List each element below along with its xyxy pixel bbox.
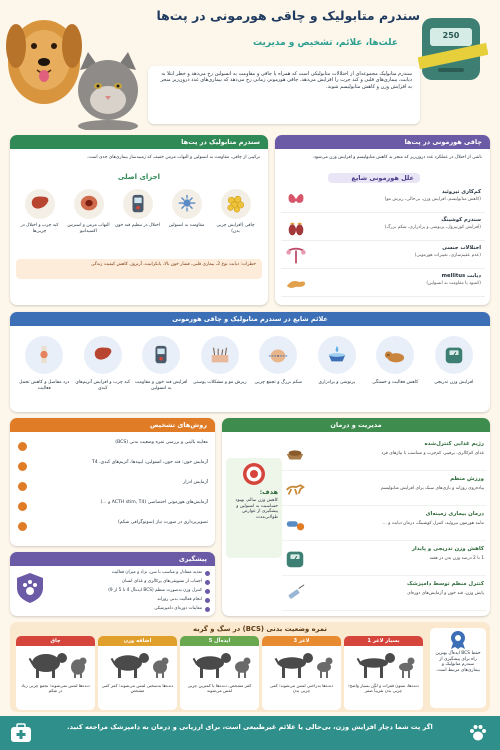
dog-silhouette-icon (268, 650, 335, 680)
page-title: سندرم متابولیک و چاقی هورمونی در پت‌ها (156, 8, 420, 23)
diagnosis-text: آزمایش ادرار (183, 480, 208, 485)
food-bowl-icon (284, 443, 306, 465)
symptoms-row (16, 332, 484, 410)
component-item (114, 187, 161, 257)
medical-kit-icon (10, 723, 32, 743)
causes-title: علل هورمونی شایع (328, 173, 420, 183)
footer-banner (0, 716, 500, 750)
symptom-item (16, 332, 73, 410)
diagnosis-text: تصویربرداری در صورت نیاز (سونوگرافی شکم) (118, 520, 208, 525)
bullet-icon (18, 442, 27, 451)
symptoms-header: علائم شایع در سندرم متابولیک و چاقی هورمونی (10, 312, 490, 326)
inflamed-vessel-icon (74, 189, 104, 219)
diagnosis-text: معاینه بالینی و بررسی نمره وضعیت بدنی (BCS) (115, 440, 208, 445)
bullet-icon (18, 482, 27, 491)
tired-dog-icon (376, 336, 414, 374)
symptom-label: افزایش قند خون و مقاومت به انسولین (135, 380, 188, 391)
prevention-list (48, 569, 210, 615)
symptom-label: ریزش مو و مشکلات پوستی (193, 380, 247, 385)
bcs-level (344, 636, 423, 710)
prevention-text: کنترل وزن به‌صورت منظم (BCS ایده‌آل 4 تا 5 از 9) (108, 588, 202, 593)
water-bowl-icon (318, 336, 356, 374)
symptom-label: پرنوشی و پرادراری (318, 380, 356, 385)
bcs-levels (16, 636, 426, 710)
award-icon (448, 630, 468, 650)
target-icon (242, 462, 266, 486)
diagnosis-item (16, 458, 210, 476)
components-title: اجزای اصلی (117, 173, 161, 181)
management-item (282, 473, 486, 506)
symptom-item (367, 332, 424, 410)
liver-icon (84, 336, 122, 374)
management-list (282, 438, 486, 613)
components-row (16, 187, 262, 257)
cat-illustration (74, 52, 142, 130)
management-desc: غذای کم‌کالری، پرفیبر، کم‌چرب و متناسب با نیازهای فرد (381, 451, 484, 456)
bcs-level-desc: دنده‌ها لمس نمی‌شوند؛ تجمع چربی زیاد در شکم (21, 683, 90, 694)
management-desc: پیاده‌روی روزانه و بازی‌های سبک برای افزایش متابولیسم (380, 486, 484, 491)
management-desc: مانند هورمون تیروئید، کنترل کوشینگ، درمان دیابت و ... (382, 521, 484, 526)
bcs-side-note: حفظ BCS ایده‌آل بهترین راه برای پیشگیری از سندرم متابولیک و بیماری‌های مرتبط است. (435, 651, 481, 673)
management-item (282, 508, 486, 541)
symptom-label: کاهش فعالیت و خستگی (372, 380, 419, 385)
bullet-icon (18, 522, 27, 531)
bcs-level (16, 636, 95, 710)
dog-silhouette-icon (104, 650, 171, 680)
cause-detail: (کاهش متابولیسم، افزایش وزن، بی‌حالی، ریزش مو) (384, 197, 481, 202)
bullet-icon (18, 502, 27, 511)
bcs-level-label: اضافه وزن (98, 636, 177, 646)
component-item (163, 187, 210, 257)
dog-silhouette-icon (350, 650, 417, 680)
symptom-label: شکم بزرگ و تجمع چربی (254, 380, 302, 385)
pancreas-icon (285, 273, 307, 295)
bullet-icon (205, 589, 210, 594)
footer-text: اگر پت شما دچار افزایش وزن، بی‌حالی یا علائم غیرطبیعی است، برای ارزیابی و درمان به دامپزشک مراجعه کنید. (67, 723, 433, 731)
reproductive-icon (285, 245, 307, 267)
diagnosis-header: روش‌های تشخیص (10, 418, 215, 432)
bcs-level-desc: دنده‌ها به‌سختی لمس می‌شوند؛ کمر کمی مشخص (101, 683, 174, 694)
component-item (65, 187, 112, 257)
cause-name: کم‌کاری تیروئید (441, 189, 481, 195)
diagnosis-item (16, 498, 210, 516)
bcs-level-desc: کمر مشخص، دنده‌ها با کمترین چربی لمس می‌شوند (187, 683, 252, 694)
component-label: اختلال در تنظیم قند خون (114, 223, 161, 228)
cause-name: اختلالات جنسی (442, 245, 481, 251)
symptom-item (426, 332, 483, 410)
bcs-level (262, 636, 341, 710)
component-label: التهاب مزمن و استرس اکسیداتیو (67, 223, 110, 234)
diagnosis-text: آزمایش خون: قند خون، انسولین، لیپیدها، آنزیم‌های کبدی، T4 (91, 460, 208, 465)
bcs-title: نمره وضعیت بدنی (BCS) در سگ و گربه (193, 625, 327, 633)
component-label: چاقی (افزایش چربی بدن) (216, 223, 255, 234)
scale-readout: 250 (442, 31, 460, 40)
prevention-item (48, 605, 210, 614)
symptom-label: درد مفاصل و کاهش تحمل فعالیت (19, 380, 70, 391)
goal-title: هدف: (259, 488, 278, 496)
dog-silhouette-icon (22, 650, 89, 680)
component-item (212, 187, 259, 257)
management-title: کاهش وزن تدریجی و پایدار (411, 546, 484, 552)
cause-detail: (افزایش کورتیزول، پرنوشی و پرادراری، شکم بزرگ) (384, 225, 481, 230)
cause-detail: (عدم عقیم‌سازی، تغییرات هورمونی) (414, 253, 481, 258)
glucometer-icon (123, 189, 153, 219)
pills-icon (284, 513, 306, 535)
prevention-text: اجتناب از تشویقی‌های پرکالری و غذای انسان (121, 579, 202, 584)
management-item (282, 578, 486, 611)
running-dog-icon (284, 478, 306, 500)
management-item (282, 438, 486, 471)
symptom-item (309, 332, 366, 410)
cause-detail: (کمبود یا مقاومت به انسولین) (426, 281, 481, 286)
hormonal-description: ناشی از اختلال در عملکرد غدد درون‌ریز که منجر به کاهش متابولیسم و افزایش وزن می‌شود. (312, 155, 482, 160)
diagnosis-list (16, 438, 210, 543)
causes-list (281, 187, 485, 301)
syringe-icon (284, 583, 306, 605)
prevention-item (48, 596, 210, 605)
metabolic-syndrome-card (10, 135, 268, 305)
fat-cells-icon (221, 189, 251, 219)
risk-note: خطرات: دیابت نوع 2، بیماری قلبی، فشار خون بالا، پانکراتیت، آرتروز، کاهش کیفیت زندگی (16, 259, 262, 279)
symptom-item (75, 332, 132, 410)
hormonal-obesity-card (275, 135, 490, 305)
prevention-item (48, 569, 210, 578)
page-subtitle: علت‌ها، علائم، تشخیص و مدیریت (253, 38, 398, 48)
component-label: مقاومت به انسولین (168, 223, 205, 228)
diagnosis-item (16, 518, 210, 536)
management-title: رژیم غذایی کنترل‌شده (424, 441, 484, 447)
symptom-item (192, 332, 249, 410)
metabolic-description: ترکیبی از چاقی، مقاومت به انسولین و التهاب مزمن خفیف که زمینه‌ساز بیماری‌های جدی است. (86, 155, 260, 160)
bcs-level-desc: دنده‌ها به‌راحتی لمس می‌شوند؛ کمی چربی بدن (269, 683, 334, 694)
insulin-resistance-icon (172, 189, 202, 219)
symptom-item (250, 332, 307, 410)
management-desc: 1 تا 2 درصد وزن بدن در هفته (429, 556, 484, 561)
skin-hair-icon (201, 336, 239, 374)
cause-item (281, 243, 485, 269)
diagnosis-item (16, 478, 210, 496)
bullet-icon (205, 598, 210, 603)
goal-text: کاهش وزن سالم، بهبود حساسیت به انسولین و پیشگیری از عوارض طولانی‌مدت (235, 498, 278, 520)
management-desc: پایش وزن، قند خون و آزمایش‌های دوره‌ای (407, 591, 484, 596)
cause-item (281, 187, 485, 213)
diagnosis-card (10, 418, 215, 546)
bullet-icon (205, 571, 210, 576)
bcs-level (98, 636, 177, 710)
symptom-label: افزایش وزن تدریجی (434, 380, 474, 385)
bcs-level-desc: دنده‌ها، ستون فقرات و لگن بسیار واضح؛ چربی بدن تقریباً صفر (348, 683, 419, 694)
bcs-level-label: لاغر 3 (262, 636, 341, 646)
cause-name: سندرم کوشینگ (441, 217, 481, 223)
scale-icon (284, 548, 306, 570)
dog-silhouette-icon (186, 650, 253, 680)
dog-illustration (4, 2, 84, 106)
prevention-text: معاینات دوره‌ای دامپزشکی (154, 606, 202, 611)
prevention-text: انجام فعالیت بدنی روزانه (157, 597, 202, 602)
adrenal-icon (285, 217, 307, 239)
header (0, 0, 500, 130)
joint-icon (25, 336, 63, 374)
cause-item (281, 271, 485, 297)
bcs-section (10, 622, 490, 712)
cause-name: دیابت mellitus (441, 273, 481, 279)
bcs-level-label: ایده‌آل 5 (180, 636, 259, 646)
prevention-item (48, 587, 210, 596)
big-belly-icon (259, 336, 297, 374)
symptom-label: کبد چرب و افزایش آنزیم‌های کبدی (75, 380, 131, 391)
management-title: کنترل منظم توسط دامپزشک (406, 581, 484, 587)
prevention-text: تغذیه متعادل و مناسب با سن، نژاد و میزان فعالیت (111, 570, 202, 575)
management-item (282, 543, 486, 576)
bcs-level-label: بسیار لاغر 1 (344, 636, 423, 646)
bullet-icon (205, 580, 210, 585)
intro-box: سندرم متابولیک مجموعه‌ای از اختلالات متابولیکی است که همراه با چاقی و مقاومت به انسولین رخ می‌دهد و خطر ابتلا به دیابت، بیماری‌های قلبی و کبد چرب را افزایش می‌دهد. چاقی هورمونی زمانی رخ می‌دهد که بیماری‌های غدد درون‌ریز منجر به افزایش وزن و کاهش متابولیسم شوند. (148, 66, 420, 124)
symptoms-card (10, 312, 490, 412)
thyroid-icon (285, 189, 307, 211)
hormonal-header: چاقی هورمونی در پت‌ها (275, 135, 490, 149)
metabolic-header: سندرم متابولیک در پت‌ها (10, 135, 268, 149)
management-title: ورزش منظم (450, 476, 484, 482)
management-title: درمان بیماری زمینه‌ای (425, 511, 484, 517)
scale-icon (435, 336, 473, 374)
goal-box (226, 458, 282, 558)
prevention-card (10, 552, 215, 616)
cause-item (281, 215, 485, 241)
component-item (16, 187, 63, 257)
bullet-icon (205, 607, 210, 612)
management-card (222, 418, 490, 616)
bcs-level-label: چاق (16, 636, 95, 646)
management-header: مدیریت و درمان (222, 418, 490, 432)
diagnosis-item (16, 438, 210, 456)
bullet-icon (18, 462, 27, 471)
component-label: کبد چرب و اختلال در چربی‌ها (20, 223, 59, 234)
prevention-item (48, 578, 210, 587)
glucometer-icon (142, 336, 180, 374)
prevention-header: پیشگیری (10, 552, 215, 566)
shield-paw-icon (16, 572, 44, 604)
bcs-level (180, 636, 259, 710)
scale-illustration (418, 10, 488, 88)
bcs-side-note-box (430, 628, 486, 708)
liver-icon (25, 189, 55, 219)
symptom-item (133, 332, 190, 410)
diagnosis-text: آزمایش‌های هورمونی اختصاصی (ACTH stim, T4 و ...) (100, 500, 208, 505)
paw-icon (468, 723, 488, 743)
